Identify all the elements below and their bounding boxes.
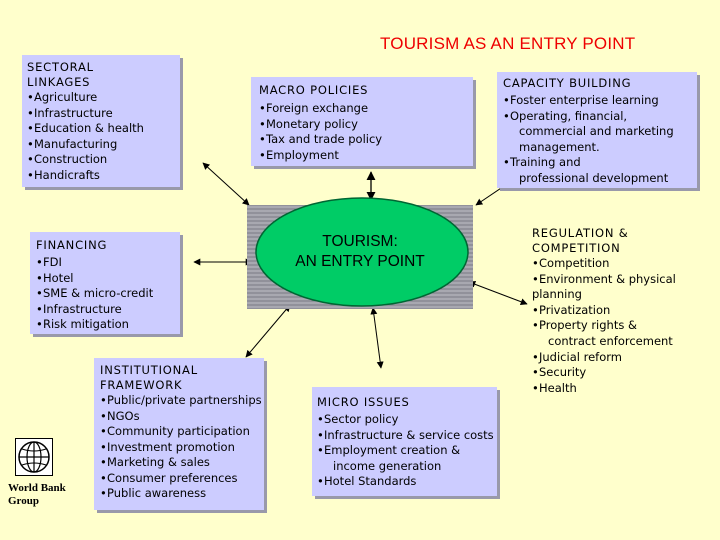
list-item: • Tax and trade policy xyxy=(259,132,473,148)
sectoral-heading-2: LINKAGES xyxy=(27,75,91,89)
list-item: • Employment xyxy=(259,148,473,164)
list-item: • Infrastructure xyxy=(36,302,180,318)
regulation-heading-1: REGULATION & xyxy=(532,226,629,240)
list-item: • Risk mitigation xyxy=(36,317,180,333)
arrow-micro xyxy=(373,308,381,368)
list-item: • Judicial reform xyxy=(532,350,715,366)
list-item: • Operating, financial, xyxy=(503,109,697,125)
regulation-list xyxy=(532,256,715,287)
list-item: • Property rights & xyxy=(532,318,715,334)
regulation-competition-box xyxy=(527,222,715,402)
slide-title: TOURISM AS AN ENTRY POINT xyxy=(380,34,636,53)
arrow-regulation xyxy=(469,282,527,304)
arrow-institutional xyxy=(246,305,290,357)
list-item: • Public/private partnerships xyxy=(100,393,264,409)
list-item: • Environment & physical xyxy=(532,272,715,288)
list-item: • Consumer preferences xyxy=(100,471,264,487)
micro-list-2 xyxy=(317,474,497,490)
sectoral-list xyxy=(27,90,180,183)
sectoral-linkages-box xyxy=(22,55,180,187)
list-item: • Community participation xyxy=(100,424,264,440)
globe-icon xyxy=(15,438,53,476)
micro-issues-box xyxy=(312,387,497,496)
list-item: • Competition xyxy=(532,256,715,272)
world-bank-logo xyxy=(8,438,86,508)
list-item: • Infrastructure & service costs xyxy=(317,428,497,444)
macro-heading: MACRO POLICIES xyxy=(259,83,369,97)
list-item: • Hotel xyxy=(36,271,180,287)
institutional-framework-box xyxy=(94,358,264,510)
center-label xyxy=(248,232,472,272)
financing-heading: FINANCING xyxy=(36,238,108,252)
center-line-1: TOURISM: xyxy=(322,233,398,250)
list-item: • Monetary policy xyxy=(259,117,473,133)
capacity-heading: CAPACITY BUILDING xyxy=(503,76,632,90)
arrow-sectoral xyxy=(203,163,249,205)
logo-line-1: World Bank xyxy=(8,482,66,494)
list-item: • Construction xyxy=(27,152,180,168)
macro-policies-box xyxy=(251,77,473,166)
list-item: • Manufacturing xyxy=(27,137,180,153)
list-item: • Training and xyxy=(503,155,697,171)
regulation-list-2 xyxy=(532,303,715,334)
list-item: • FDI xyxy=(36,255,180,271)
list-item: • Sector policy xyxy=(317,412,497,428)
macro-list xyxy=(259,101,473,163)
capacity-list xyxy=(503,93,697,124)
list-item: • Agriculture xyxy=(27,90,180,106)
list-item: • Marketing & sales xyxy=(100,455,264,471)
list-item: • Security xyxy=(532,365,715,381)
list-item: • Employment creation & xyxy=(317,443,497,459)
list-item-continuation: contract enforcement xyxy=(548,333,673,348)
regulation-heading-2: COMPETITION xyxy=(532,241,621,255)
sectoral-heading-1: SECTORAL xyxy=(27,60,94,74)
micro-heading: MICRO ISSUES xyxy=(317,395,410,409)
financing-box xyxy=(30,232,180,334)
regulation-list-3 xyxy=(532,350,715,397)
list-item-continuation: commercial and marketing xyxy=(519,124,674,138)
list-item-continuation: management. xyxy=(519,139,600,154)
center-line-2: AN ENTRY POINT xyxy=(295,253,425,270)
capacity-list-2 xyxy=(503,155,697,171)
logo-line-2: Group xyxy=(8,495,39,507)
list-item: • Health xyxy=(532,381,715,397)
list-item-continuation: income generation xyxy=(333,458,442,473)
list-item: • Hotel Standards xyxy=(317,474,497,490)
capacity-building-box xyxy=(497,72,697,188)
list-item: • Foreign exchange xyxy=(259,101,473,117)
list-item: • NGOs xyxy=(100,409,264,425)
list-item: • Handicrafts xyxy=(27,168,180,184)
financing-list xyxy=(36,255,180,333)
list-item: • Investment promotion xyxy=(100,440,264,456)
list-item: • Privatization xyxy=(532,303,715,319)
institutional-list xyxy=(100,393,264,502)
list-item-continuation: professional development xyxy=(519,170,669,185)
list-item: • Infrastructure xyxy=(27,106,180,122)
list-item: • Foster enterprise learning xyxy=(503,93,697,109)
list-item: • Public awareness xyxy=(100,486,264,502)
list-item-continuation: planning xyxy=(532,287,582,302)
micro-list xyxy=(317,412,497,459)
list-item: • SME & micro-credit xyxy=(36,286,180,302)
list-item: • Education & health xyxy=(27,121,180,137)
institutional-heading-1: INSTITUTIONAL xyxy=(100,363,198,377)
institutional-heading-2: FRAMEWORK xyxy=(100,378,183,392)
